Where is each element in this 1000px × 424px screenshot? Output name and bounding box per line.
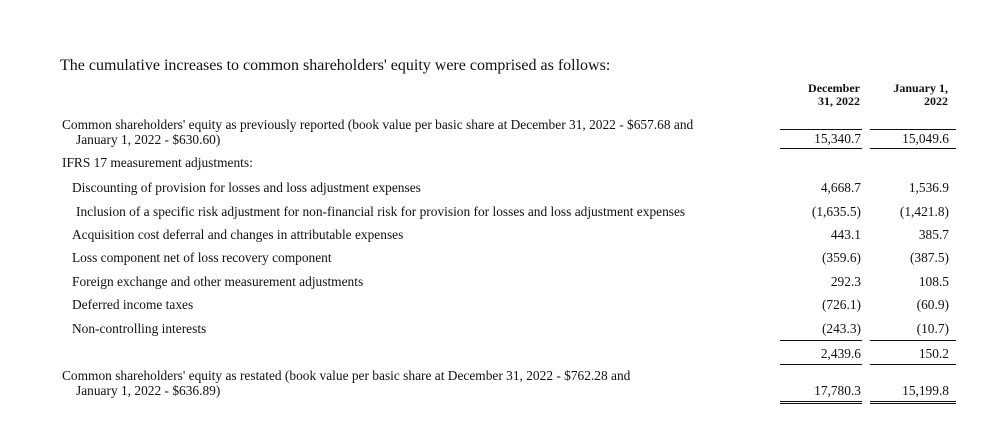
restated-label <box>62 368 630 398</box>
adjustment-value-dec: 4,668.7 <box>820 180 861 195</box>
restated-double-underline-jan <box>870 401 956 404</box>
adjustment-value-dec: 292.3 <box>830 274 861 289</box>
adjustment-label: Inclusion of a specific risk adjustment for non-financial risk for provision for losses and loss adjustment expenses <box>76 204 686 219</box>
adjustment-label: Discounting of provision for losses and loss adjustment expenses <box>72 180 421 195</box>
subtotal-underline-jan <box>870 364 956 365</box>
column-header-line: December <box>808 81 860 95</box>
adjustment-value-jan: (1,421.8) <box>899 204 949 219</box>
adjustment-label: Deferred income taxes <box>72 297 194 312</box>
opening-rule-dec <box>780 129 862 130</box>
adjustment-label: Foreign exchange and other measurement adjustments <box>72 274 364 289</box>
restated-value-dec: 17,780.3 <box>814 383 861 398</box>
adjustment-value-jan: 108.5 <box>918 274 949 289</box>
opening-label-line2: January 1, 2022 - $630.60) <box>76 132 221 147</box>
column-header-line: January 1, <box>893 81 948 95</box>
section-heading: IFRS 17 measurement adjustments: <box>62 155 253 170</box>
adjustment-label: Loss component net of loss recovery component <box>72 250 332 265</box>
adjustment-value-dec: (726.1) <box>821 297 861 312</box>
opening-value-dec: 15,340.7 <box>814 131 861 146</box>
adjustment-value-dec: (359.6) <box>821 250 861 265</box>
column-header-january <box>893 82 948 108</box>
intro-text: The cumulative increases to common shareholders' equity were comprised as follows: <box>60 57 611 74</box>
adjustment-value-jan: 1,536.9 <box>908 180 949 195</box>
adjustment-value-dec: (243.3) <box>821 321 861 336</box>
opening-label-line1: Common shareholders' equity as previously reported (book value per basic share at December 31, 2022 - $657.68 and <box>62 117 694 132</box>
adjustment-value-jan: (60.9) <box>916 297 949 312</box>
opening-underline-dec <box>780 148 862 149</box>
opening-label <box>62 117 693 147</box>
subtotal-rule-jan <box>870 340 956 341</box>
subtotal-underline-dec <box>780 364 862 365</box>
adjustment-value-jan: 385.7 <box>918 227 949 242</box>
opening-rule-jan <box>870 129 956 130</box>
adjustment-value-dec: (1,635.5) <box>811 204 861 219</box>
restated-value-jan: 15,199.8 <box>902 383 949 398</box>
column-header-line: 2022 <box>924 94 948 108</box>
restated-double-underline-dec <box>780 401 862 404</box>
adjustment-value-dec: 443.1 <box>830 227 861 242</box>
adjustment-value-jan: (10.7) <box>916 321 949 336</box>
adjustment-label: Acquisition cost deferral and changes in attributable expenses <box>72 227 404 242</box>
subtotal-value-jan: 150.2 <box>918 346 949 361</box>
opening-underline-jan <box>870 148 956 149</box>
adjustment-label: Non-controlling interests <box>72 321 207 336</box>
opening-value-jan: 15,049.6 <box>902 131 949 146</box>
subtotal-rule-dec <box>780 340 862 341</box>
restated-label-line1: Common shareholders' equity as restated (book value per basic share at December 31, 2022 - $762.28 and <box>62 368 631 383</box>
adjustment-value-jan: (387.5) <box>909 250 949 265</box>
column-header-december <box>808 82 860 108</box>
column-header-line: 31, 2022 <box>818 94 860 108</box>
restated-label-line2: January 1, 2022 - $636.89) <box>76 383 221 398</box>
subtotal-value-dec: 2,439.6 <box>820 346 861 361</box>
